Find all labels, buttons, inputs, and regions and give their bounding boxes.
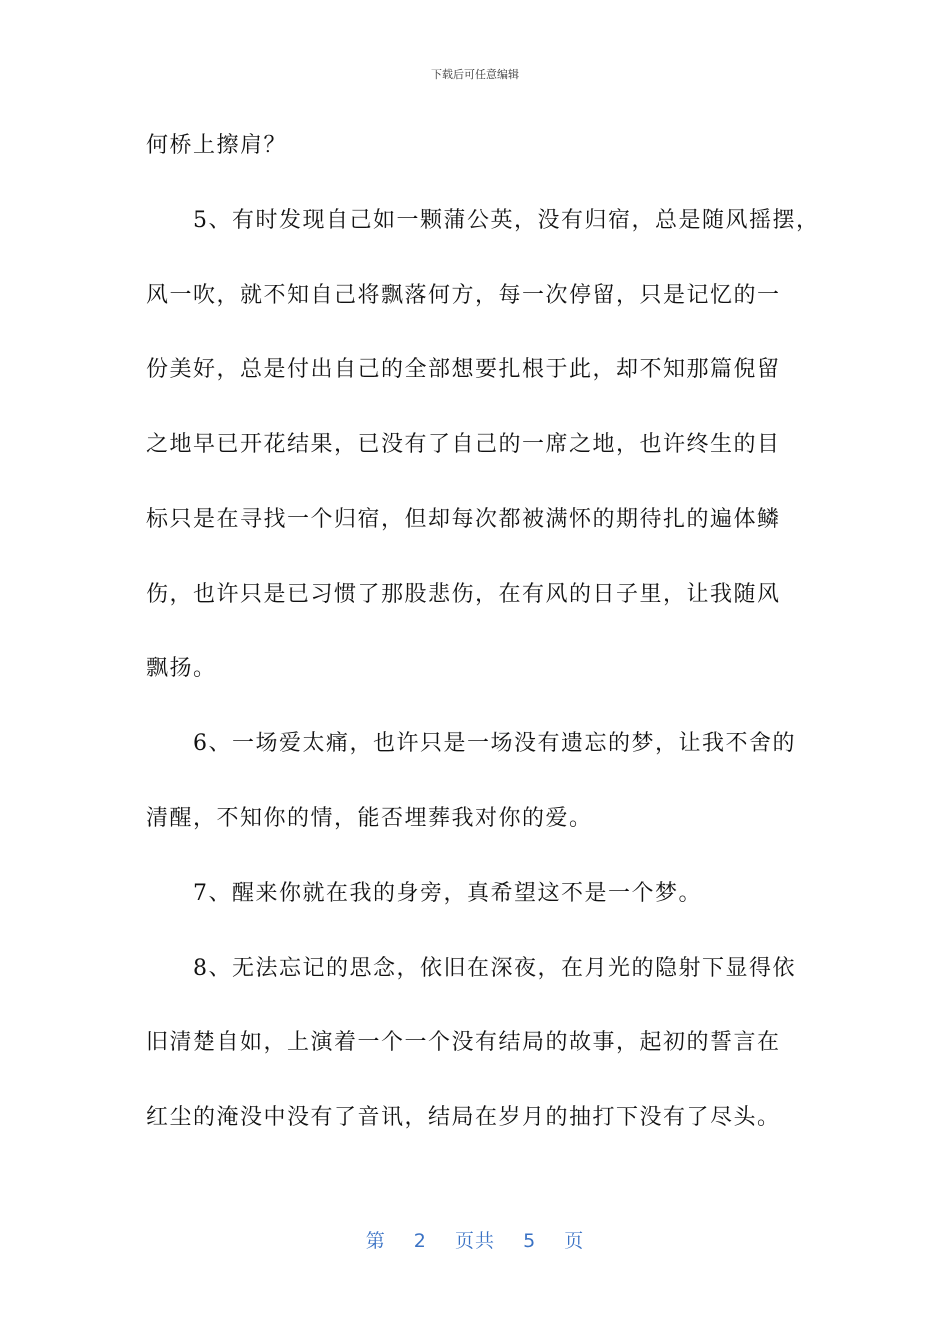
body-line-5: 之地早已开花结果，已没有了自己的一席之地，也许终生的目 xyxy=(146,432,781,457)
page-suffix: 页 xyxy=(564,1230,585,1252)
body-line-13: 旧清楚自如，上演着一个一个没有结局的故事，起初的誓言在 xyxy=(146,1030,781,1055)
page-prefix: 第 xyxy=(365,1230,386,1252)
body-line-12: 8、无法忘记的思念，依旧在深夜，在月光的隐射下显得依 xyxy=(146,956,796,981)
page-middle: 页共 xyxy=(454,1230,495,1252)
body-line-2: 5、有时发现自己如一颗蒲公英，没有归宿，总是随风摇摆， xyxy=(146,208,820,233)
body-line-1: 何桥上擦肩？ xyxy=(146,133,288,158)
page-header: 下载后可任意编辑 xyxy=(431,68,519,81)
body-line-9: 6、一场爱太痛，也许只是一场没有遗忘的梦，让我不舍的 xyxy=(146,731,796,756)
body-line-8: 飘扬。 xyxy=(146,656,217,681)
page-footer xyxy=(0,1226,950,1253)
page-number: 2 xyxy=(413,1230,427,1252)
total-pages: 5 xyxy=(523,1230,537,1252)
body-line-6: 标只是在寻找一个归宿，但却每次都被满怀的期待扎的遍体鳞 xyxy=(146,507,781,532)
body-line-7: 伤，也许只是已习惯了那股悲伤，在有风的日子里，让我随风 xyxy=(146,582,781,607)
body-line-14: 红尘的淹没中没有了音讯，结局在岁月的抽打下没有了尽头。 xyxy=(146,1105,781,1130)
body-line-10: 清醒，不知你的情，能否埋葬我对你的爱。 xyxy=(146,806,593,831)
body-line-4: 份美好，总是付出自己的全部想要扎根于此，却不知那篇倪留 xyxy=(146,357,781,382)
body-line-11: 7、醒来你就在我的身旁，真希望这不是一个梦。 xyxy=(146,881,702,906)
body-line-3: 风一吹，就不知自己将飘落何方，每一次停留，只是记忆的一 xyxy=(146,283,781,308)
